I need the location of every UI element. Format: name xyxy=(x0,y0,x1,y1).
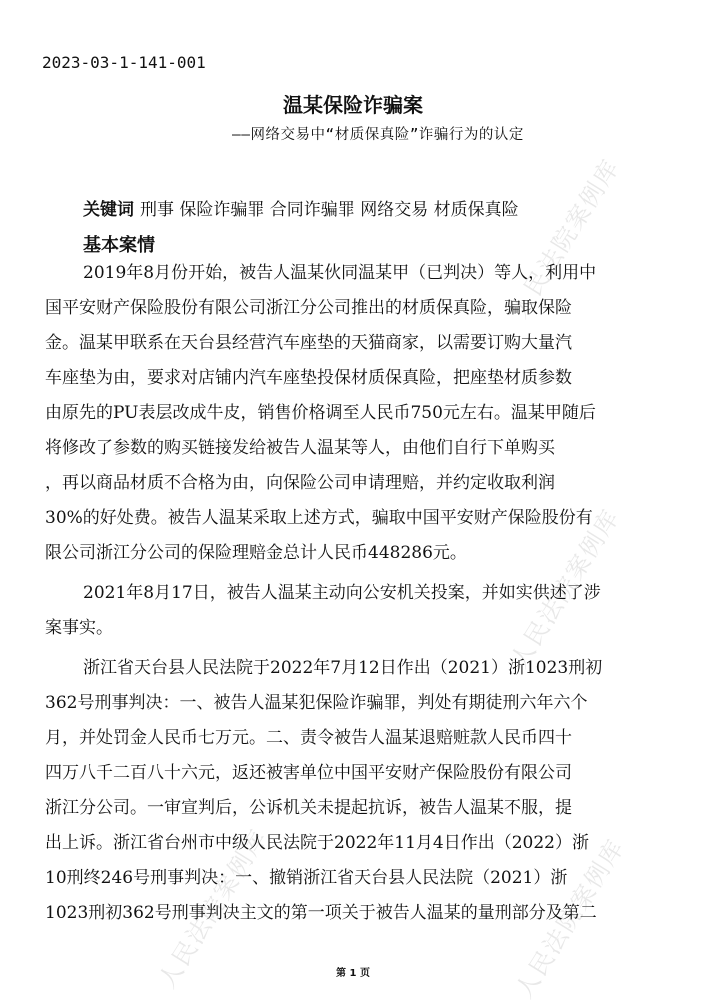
body-line: 月，并处罚金人民币七万元。二、责令被告人温某退赔赃款人民币四十 xyxy=(45,728,572,748)
body-line: 四万八千二百八十六元，返还被害单位中国平安财产保险股份有限公司 xyxy=(45,763,572,783)
body-line: 出上诉。浙江省台州市中级人民法院于2022年11月4日作出（2022）浙 xyxy=(45,833,589,853)
body-line: 案事实。 xyxy=(45,618,113,638)
keywords-text: 刑事 保险诈骗罪 合同诈骗罪 网络交易 材质保真险 xyxy=(140,200,519,220)
watermark: 人民法院案例库 xyxy=(510,833,631,1004)
body-line: 10刑终246号刑事判决：一、撤销浙江省天台县人民法院（2021）浙 xyxy=(45,868,568,888)
body-line: 1023刑初362号刑事判决主文的第一项关于被告人温某的量刑部分及第二 xyxy=(45,903,597,923)
body-line: 限公司浙江分公司的保险理赔金总计人民币448286元。 xyxy=(45,543,467,563)
body-line: 将修改了参数的购买链接发给被告人温某等人，由他们自行下单购买 xyxy=(45,438,555,458)
watermark: 人民法院案例库 xyxy=(153,823,274,994)
watermark: 人民法院案例库 xyxy=(505,503,626,674)
body-line: ，再以商品材质不合格为由，向保险公司申请理赔，并约定收取利润 xyxy=(45,473,555,493)
body-line: 30%的好处费。被告人温某采取上述方式，骗取中国平安财产保险股份有 xyxy=(45,508,593,528)
page-number: 第 1 页 xyxy=(336,968,370,979)
body-line: 2019年8月份开始，被告人温某伙同温某甲（已判决）等人，利用中 xyxy=(83,263,597,283)
body-line: 国平安财产保险股份有限公司浙江分公司推出的材质保真险，骗取保险 xyxy=(45,298,572,318)
section-heading: 基本案情 xyxy=(83,235,155,256)
watermark: 人民法院案例库 xyxy=(505,153,626,324)
body-line: 2021年8月17日，被告人温某主动向公安机关投案，并如实供述了涉 xyxy=(83,583,601,603)
keywords-line xyxy=(83,195,519,220)
body-line: 362号刑事判决：一、被告人温某犯保险诈骗罪，判处有期徒刑六年六个 xyxy=(45,693,588,713)
page-footer xyxy=(0,964,706,979)
document-subtitle: ——网络交易中“材质保真险”诈骗行为的认定 xyxy=(232,127,524,143)
body-line: 浙江分公司。一审宣判后，公诉机关未提起抗诉，被告人温某不服，提 xyxy=(45,798,572,818)
body-line: 由原先的PU表层改成牛皮，销售价格调至人民币750元左右。温某甲随后 xyxy=(45,403,596,423)
document-title: 温某保险诈骗案 xyxy=(283,93,423,117)
body-line: 车座垫为由，要求对店铺内汽车座垫投保材质保真险，把座垫材质参数 xyxy=(45,368,572,388)
keywords-label: 关键词 xyxy=(83,200,134,220)
case-number: 2023-03-1-141-001 xyxy=(42,53,206,72)
body-line: 浙江省天台县人民法院于2022年7月12日作出（2021）浙1023刑初 xyxy=(83,658,603,678)
body-line: 金。温某甲联系在天台县经营汽车座垫的天猫商家，以需要订购大量汽 xyxy=(45,333,572,353)
